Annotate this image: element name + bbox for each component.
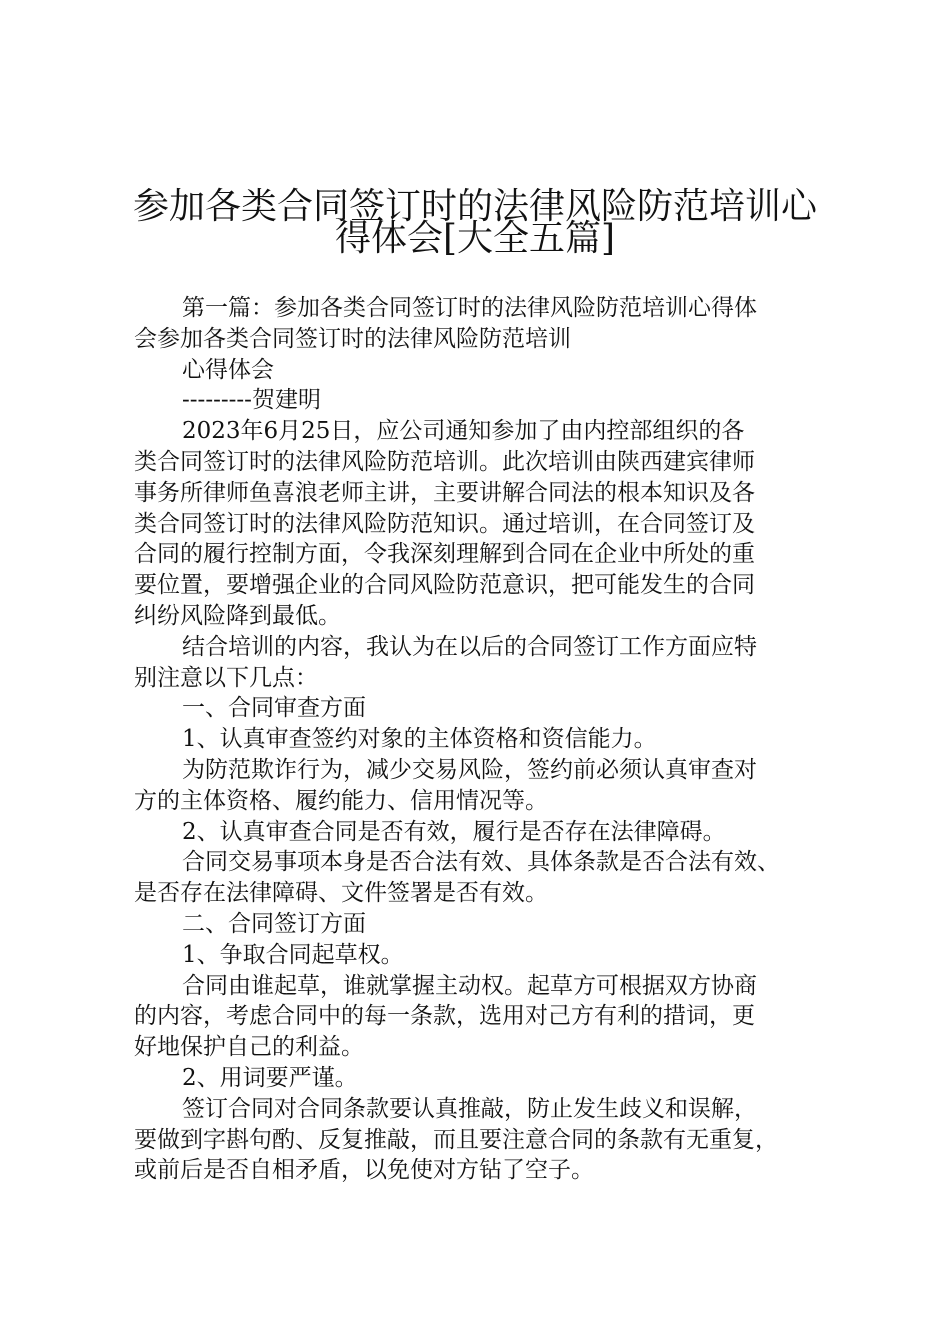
body-text-line: ---------贺建明 bbox=[182, 387, 321, 414]
body-text-line: 合同的履行控制方面，令我深刻理解到合同在企业中所处的重 bbox=[134, 541, 755, 568]
document-title-line-2: 得体会[大全五篇] bbox=[334, 218, 616, 259]
body-text-line: 事务所律师鱼喜浪老师主讲，主要讲解合同法的根本知识及各 bbox=[134, 479, 755, 506]
body-text-line: 合同交易事项本身是否合法有效、具体条款是否合法有效、 bbox=[182, 849, 780, 876]
body-text-line: 是否存在法律障碍、文件签署是否有效。 bbox=[134, 880, 548, 907]
body-text-line: 2023年6月25日，应公司通知参加了由内控部组织的各 bbox=[182, 418, 745, 445]
body-text-line: 第一篇：参加各类合同签订时的法律风险防范培训心得体 bbox=[182, 295, 757, 321]
body-text-line: 1、争取合同起草权。 bbox=[182, 941, 404, 968]
body-text-line: 为防范欺诈行为，减少交易风险，签约前必须认真审查对 bbox=[182, 756, 757, 783]
body-text-line: 方的主体资格、履约能力、信用情况等。 bbox=[134, 787, 548, 814]
body-text-line: 或前后是否自相矛盾，以免使对方钻了空子。 bbox=[134, 1157, 594, 1184]
body-text-line: 类合同签订时的法律风险防范知识。通过培训，在合同签订及 bbox=[134, 510, 755, 537]
body-text-line: 别注意以下几点： bbox=[134, 664, 318, 691]
body-text-line: 的内容，考虑合同中的每一条款，选用对己方有利的措词，更 bbox=[134, 1003, 755, 1030]
body-text-line: 2、用词要严谨。 bbox=[182, 1064, 358, 1091]
document-body bbox=[134, 293, 834, 1186]
body-text-line: 合同由谁起草，谁就掌握主动权。起草方可根据双方协商 bbox=[182, 972, 757, 999]
body-text-line: 会参加各类合同签订时的法律风险防范培训 bbox=[134, 325, 571, 352]
body-text-line: 要做到字斟句酌、反复推敲，而且要注意合同的条款有无重复， bbox=[134, 1126, 778, 1153]
body-text-line: 心得体会 bbox=[182, 356, 274, 383]
body-text-line: 要位置，要增强企业的合同风险防范意识，把可能发生的合同 bbox=[134, 572, 755, 599]
body-text-line: 2、认真审查合同是否有效，履行是否存在法律障碍。 bbox=[182, 818, 726, 845]
body-text-line: 类合同签订时的法律风险防范培训。此次培训由陕西建宾律师 bbox=[134, 448, 755, 475]
body-text-line: 结合培训的内容，我认为在以后的合同签订工作方面应特 bbox=[182, 633, 757, 660]
body-text-line: 签订合同对合同条款要认真推敲，防止发生歧义和误解， bbox=[182, 1095, 757, 1122]
body-text-line: 好地保护自己的利益。 bbox=[134, 1034, 364, 1061]
body-text-line: 二、合同签订方面 bbox=[182, 910, 366, 937]
body-text-line: 一、合同审查方面 bbox=[182, 695, 366, 722]
body-text-line: 1、认真审查签约对象的主体资格和资信能力。 bbox=[182, 726, 657, 753]
body-text-line: 纠纷风险降到最低。 bbox=[134, 602, 341, 629]
document-title-line-1: 参加各类合同签订时的法律风险防范培训心 bbox=[132, 186, 817, 227]
